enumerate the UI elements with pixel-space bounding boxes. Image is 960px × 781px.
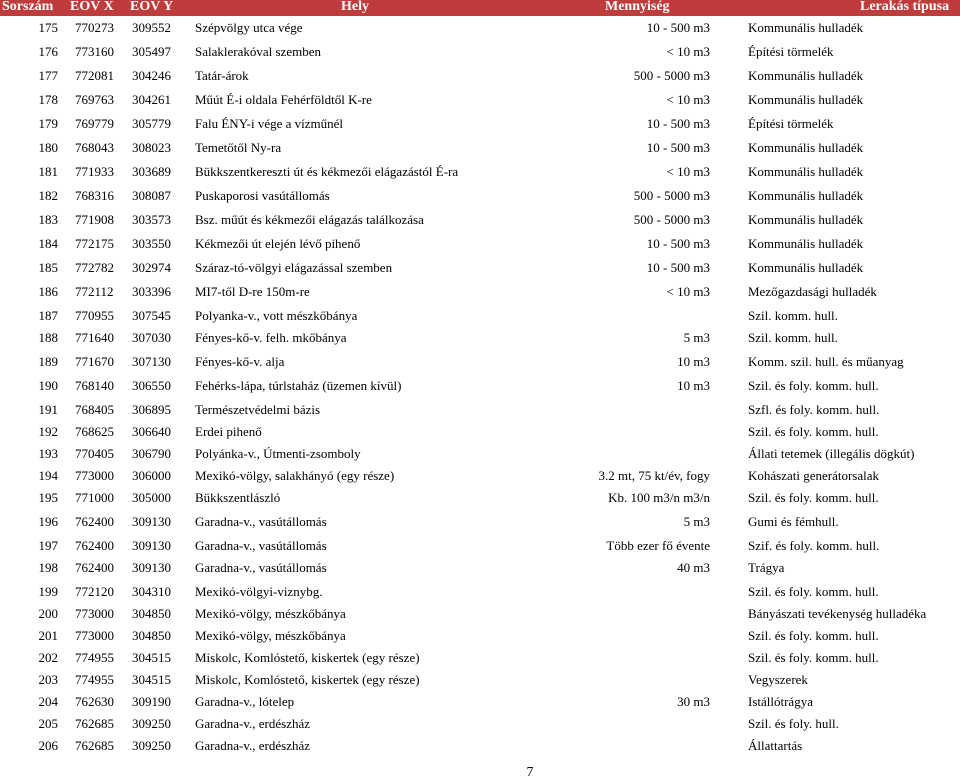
hely-value: Polyanka-v., vott mészkőbánya: [195, 308, 358, 323]
eov-y-value: 309130: [132, 560, 171, 575]
eov-y-value: 303396: [132, 284, 171, 299]
eov-x-value: 770405: [75, 446, 114, 461]
hely-value: Garadna-v., vasútállomás: [195, 560, 327, 575]
hely-value: Fényes-kő-v. alja: [195, 354, 285, 369]
row-number: 192: [38, 424, 58, 439]
row-number: 178: [38, 92, 58, 107]
eov-y-value: 305000: [132, 490, 171, 505]
table-row: [0, 164, 960, 182]
row-number: 187: [38, 308, 58, 323]
hely-value: Miskolc, Komlóstető, kiskertek (egy része): [195, 672, 420, 687]
table-row: [0, 538, 960, 556]
mennyiseg-value: 5 m3: [683, 514, 710, 529]
mennyiseg-value: 10 m3: [677, 354, 710, 369]
eov-y-value: 304261: [132, 92, 171, 107]
eov-y-value: 303573: [132, 212, 171, 227]
row-number: 177: [38, 68, 58, 83]
row-number: 190: [38, 378, 58, 393]
mennyiseg-value: 10 - 500 m3: [646, 116, 710, 131]
lerakas-tipusa-value: Kommunális hulladék: [748, 68, 864, 83]
table-row: [0, 694, 960, 712]
mennyiseg-value: 5 m3: [683, 330, 710, 345]
table-row: [0, 468, 960, 486]
table-row: [0, 584, 960, 602]
hely-value: Salaklerakóval szemben: [195, 44, 321, 59]
lerakas-tipusa-value: Szil. és foly. komm. hull.: [748, 628, 879, 643]
eov-y-value: 309250: [132, 738, 171, 753]
row-number: 206: [38, 738, 58, 753]
eov-x-value: 768405: [75, 402, 114, 417]
eov-y-value: 309190: [132, 694, 171, 709]
eov-x-value: 772175: [75, 236, 114, 251]
eov-x-value: 762630: [75, 694, 114, 709]
eov-y-value: 303550: [132, 236, 171, 251]
lerakas-tipusa-value: Szil. és foly. komm. hull.: [748, 424, 879, 439]
hely-value: Kékmezői út elején lévő pihenő: [195, 236, 361, 251]
mennyiseg-value: 500 - 5000 m3: [633, 68, 710, 83]
table-row: [0, 116, 960, 134]
eov-y-value: 302974: [132, 260, 171, 275]
row-number: 181: [38, 164, 58, 179]
table-row: [0, 628, 960, 646]
eov-x-value: 772112: [75, 284, 114, 299]
row-number: 194: [38, 468, 58, 483]
table-row: [0, 140, 960, 158]
table-row: [0, 402, 960, 420]
hely-value: Temetőtől Ny-ra: [195, 140, 282, 155]
hely-value: Erdei pihenő: [195, 424, 262, 439]
table-row: [0, 424, 960, 442]
mennyiseg-value: 10 - 500 m3: [646, 20, 710, 35]
lerakas-tipusa-value: Istállótrágya: [748, 694, 813, 709]
table-row: [0, 672, 960, 690]
row-number: 175: [38, 20, 58, 35]
eov-y-value: 306000: [132, 468, 171, 483]
eov-y-value: 306895: [132, 402, 171, 417]
hely-value: Természetvédelmi bázis: [195, 402, 321, 417]
lerakas-tipusa-value: Mezőgazdasági hulladék: [748, 284, 877, 299]
hely-value: Mexikó-völgyi-viznybg.: [195, 584, 323, 599]
header-hely: Hely: [341, 0, 369, 14]
lerakas-tipusa-value: Kommunális hulladék: [748, 212, 864, 227]
mennyiseg-value: 500 - 5000 m3: [633, 188, 710, 203]
table-row: [0, 284, 960, 302]
table-row: [0, 606, 960, 624]
lerakas-tipusa-value: Szil. és foly. komm. hull.: [748, 490, 879, 505]
page-number: 7: [526, 765, 534, 780]
table-row: [0, 716, 960, 734]
header-eov-x: EOV X: [70, 0, 114, 14]
hely-value: Szépvölgy utca vége: [195, 20, 303, 35]
lerakas-tipusa-value: Szfl. és foly. komm. hull.: [748, 402, 880, 417]
eov-y-value: 304515: [132, 672, 171, 687]
table-row: [0, 68, 960, 86]
row-number: 193: [38, 446, 58, 461]
eov-x-value: 771670: [75, 354, 114, 369]
hely-value: Bükkszentkereszti út és kékmezői elágazástól É-ra: [195, 164, 459, 179]
eov-x-value: 770273: [75, 20, 114, 35]
eov-x-value: 771933: [75, 164, 114, 179]
lerakas-tipusa-value: Komm. szil. hull. és műanyag: [748, 354, 904, 369]
lerakas-tipusa-value: Kommunális hulladék: [748, 188, 864, 203]
table-row: [0, 20, 960, 38]
table-row: [0, 446, 960, 464]
eov-y-value: 306550: [132, 378, 171, 393]
row-number: 176: [38, 44, 58, 59]
table-row: [0, 44, 960, 62]
eov-x-value: 771640: [75, 330, 114, 345]
eov-x-value: 773000: [75, 628, 114, 643]
eov-x-value: 769763: [75, 92, 114, 107]
eov-x-value: 772120: [75, 584, 114, 599]
lerakas-tipusa-value: Vegyszerek: [748, 672, 808, 687]
table-row: [0, 354, 960, 372]
mennyiseg-value: Kb. 100 m3/n m3/n: [608, 490, 710, 505]
eov-x-value: 768043: [75, 140, 114, 155]
lerakas-tipusa-value: Kommunális hulladék: [748, 20, 864, 35]
row-number: 195: [38, 490, 58, 505]
row-number: 204: [38, 694, 58, 709]
eov-y-value: 304850: [132, 628, 171, 643]
hely-value: Polyánka-v., Útmenti-zsomboly: [195, 446, 361, 461]
row-number: 201: [38, 628, 58, 643]
eov-x-value: 772782: [75, 260, 114, 275]
lerakas-tipusa-value: Szil. és foly. komm. hull.: [748, 650, 879, 665]
table-row: [0, 236, 960, 254]
row-number: 203: [38, 672, 58, 687]
table-row: [0, 514, 960, 532]
eov-x-value: 768625: [75, 424, 114, 439]
eov-y-value: 309130: [132, 538, 171, 553]
hely-value: Mexikó-völgy, mészkőbánya: [195, 606, 346, 621]
hely-value: Garadna-v., lótelep: [195, 694, 295, 709]
lerakas-tipusa-value: Építési törmelék: [748, 44, 834, 59]
eov-x-value: 774955: [75, 650, 114, 665]
eov-x-value: 771000: [75, 490, 114, 505]
eov-y-value: 308087: [132, 188, 171, 203]
eov-x-value: 769779: [75, 116, 114, 131]
row-number: 200: [38, 606, 58, 621]
eov-x-value: 773000: [75, 468, 114, 483]
mennyiseg-value: < 10 m3: [666, 44, 710, 59]
eov-y-value: 303689: [132, 164, 171, 179]
eov-y-value: 304850: [132, 606, 171, 621]
lerakas-tipusa-value: Kommunális hulladék: [748, 260, 864, 275]
hely-value: Garadna-v., erdészház: [195, 716, 311, 731]
lerakas-tipusa-value: Kohászati generátorsalak: [748, 468, 880, 483]
hely-value: Garadna-v., erdészház: [195, 738, 311, 753]
table-row: [0, 738, 960, 756]
header-sorszam: Sorszám: [2, 0, 54, 14]
hely-value: Puskaporosi vasútállomás: [195, 188, 330, 203]
page-footer: [0, 765, 960, 781]
row-number: 205: [38, 716, 58, 731]
row-number: 185: [38, 260, 58, 275]
eov-y-value: 307130: [132, 354, 171, 369]
header-eov-y: EOV Y: [130, 0, 174, 14]
eov-x-value: 762400: [75, 538, 114, 553]
hely-value: Garadna-v., vasútállomás: [195, 538, 327, 553]
mennyiseg-value: 40 m3: [677, 560, 710, 575]
hely-value: Mexikó-völgy, mészkőbánya: [195, 628, 346, 643]
lerakas-tipusa-value: Állati tetemek (illegális dögkút): [748, 446, 915, 461]
table-row: [0, 260, 960, 278]
table-row: [0, 378, 960, 396]
eov-y-value: 306640: [132, 424, 171, 439]
row-number: 180: [38, 140, 58, 155]
mennyiseg-value: 30 m3: [677, 694, 710, 709]
eov-x-value: 762400: [75, 560, 114, 575]
mennyiseg-value: 10 - 500 m3: [646, 140, 710, 155]
table-row: [0, 92, 960, 110]
table-row: [0, 330, 960, 348]
eov-y-value: 307030: [132, 330, 171, 345]
row-number: 191: [38, 402, 58, 417]
hely-value: Miskolc, Komlóstető, kiskertek (egy része): [195, 650, 420, 665]
row-number: 198: [38, 560, 58, 575]
mennyiseg-value: Több ezer fő évente: [606, 538, 710, 553]
row-number: 199: [38, 584, 58, 599]
row-number: 186: [38, 284, 58, 299]
row-number: 202: [38, 650, 58, 665]
eov-x-value: 770955: [75, 308, 114, 323]
mennyiseg-value: 500 - 5000 m3: [633, 212, 710, 227]
row-number: 196: [38, 514, 58, 529]
hely-value: Garadna-v., vasútállomás: [195, 514, 327, 529]
lerakas-tipusa-value: Kommunális hulladék: [748, 236, 864, 251]
header-mennyiseg: Mennyiség: [605, 0, 670, 14]
eov-y-value: 309552: [132, 20, 171, 35]
row-number: 197: [38, 538, 58, 553]
row-number: 184: [38, 236, 58, 251]
eov-x-value: 762685: [75, 716, 114, 731]
table-row: [0, 650, 960, 668]
hely-value: Száraz-tó-völgyi elágazással szemben: [195, 260, 393, 275]
eov-y-value: 306790: [132, 446, 171, 461]
mennyiseg-value: < 10 m3: [666, 284, 710, 299]
row-number: 189: [38, 354, 58, 369]
eov-x-value: 762685: [75, 738, 114, 753]
lerakas-tipusa-value: Szil. komm. hull.: [748, 308, 838, 323]
eov-x-value: 773000: [75, 606, 114, 621]
eov-y-value: 305497: [132, 44, 171, 59]
eov-y-value: 305779: [132, 116, 171, 131]
eov-y-value: 308023: [132, 140, 171, 155]
row-number: 183: [38, 212, 58, 227]
lerakas-tipusa-value: Állattartás: [748, 738, 803, 753]
row-number: 182: [38, 188, 58, 203]
hely-value: Fényes-kő-v. felh. mkőbánya: [195, 330, 347, 345]
lerakas-tipusa-value: Szil. és foly. komm. hull.: [748, 378, 879, 393]
hely-value: Fehérks-lápa, túrlstaház (üzemen kívül): [195, 378, 402, 393]
lerakas-tipusa-value: Kommunális hulladék: [748, 92, 864, 107]
lerakas-tipusa-value: Építési törmelék: [748, 116, 834, 131]
eov-y-value: 309250: [132, 716, 171, 731]
hely-value: Műút É-i oldala Fehérföldtől K-re: [195, 92, 372, 107]
hely-value: Bsz. műút és kékmezői elágazás találkozása: [195, 212, 424, 227]
lerakas-tipusa-value: Kommunális hulladék: [748, 140, 864, 155]
lerakas-tipusa-value: Bányászati tevékenység hulladéka: [748, 606, 927, 621]
mennyiseg-value: < 10 m3: [666, 92, 710, 107]
table-header: [0, 0, 960, 16]
eov-y-value: 304310: [132, 584, 171, 599]
eov-x-value: 774955: [75, 672, 114, 687]
eov-x-value: 768140: [75, 378, 114, 393]
eov-x-value: 773160: [75, 44, 114, 59]
row-number: 188: [38, 330, 58, 345]
lerakas-tipusa-value: Szil. és foly. komm. hull.: [748, 584, 879, 599]
hely-value: Tatár-árok: [195, 68, 249, 83]
mennyiseg-value: 3.2 mt, 75 kt/év, fogy: [598, 468, 710, 483]
lerakas-tipusa-value: Szil. és foly. hull.: [748, 716, 839, 731]
eov-x-value: 772081: [75, 68, 114, 83]
mennyiseg-value: 10 m3: [677, 378, 710, 393]
lerakas-tipusa-value: Szil. komm. hull.: [748, 330, 838, 345]
eov-y-value: 309130: [132, 514, 171, 529]
header-lerakas-tipusa: Lerakás típusa: [860, 0, 950, 14]
table-row: [0, 308, 960, 326]
table-row: [0, 212, 960, 230]
eov-y-value: 304515: [132, 650, 171, 665]
mennyiseg-value: 10 - 500 m3: [646, 260, 710, 275]
lerakas-tipusa-value: Trágya: [748, 560, 785, 575]
lerakas-tipusa-value: Gumi és fémhull.: [748, 514, 839, 529]
eov-x-value: 771908: [75, 212, 114, 227]
eov-x-value: 762400: [75, 514, 114, 529]
lerakas-tipusa-value: Kommunális hulladék: [748, 164, 864, 179]
eov-y-value: 307545: [132, 308, 171, 323]
table-row: [0, 188, 960, 206]
eov-x-value: 768316: [75, 188, 114, 203]
mennyiseg-value: 10 - 500 m3: [646, 236, 710, 251]
table-row: [0, 490, 960, 508]
row-number: 179: [38, 116, 58, 131]
hely-value: MI7-től D-re 150m-re: [195, 284, 310, 299]
mennyiseg-value: < 10 m3: [666, 164, 710, 179]
table-row: [0, 560, 960, 578]
hely-value: Bükkszentlászló: [195, 490, 281, 505]
hely-value: Falu ÉNY-i vége a vízműnél: [195, 116, 344, 131]
hely-value: Mexikó-völgy, salakhányó (egy része): [195, 468, 395, 483]
lerakas-tipusa-value: Szif. és foly. komm. hull.: [748, 538, 880, 553]
eov-y-value: 304246: [132, 68, 171, 83]
